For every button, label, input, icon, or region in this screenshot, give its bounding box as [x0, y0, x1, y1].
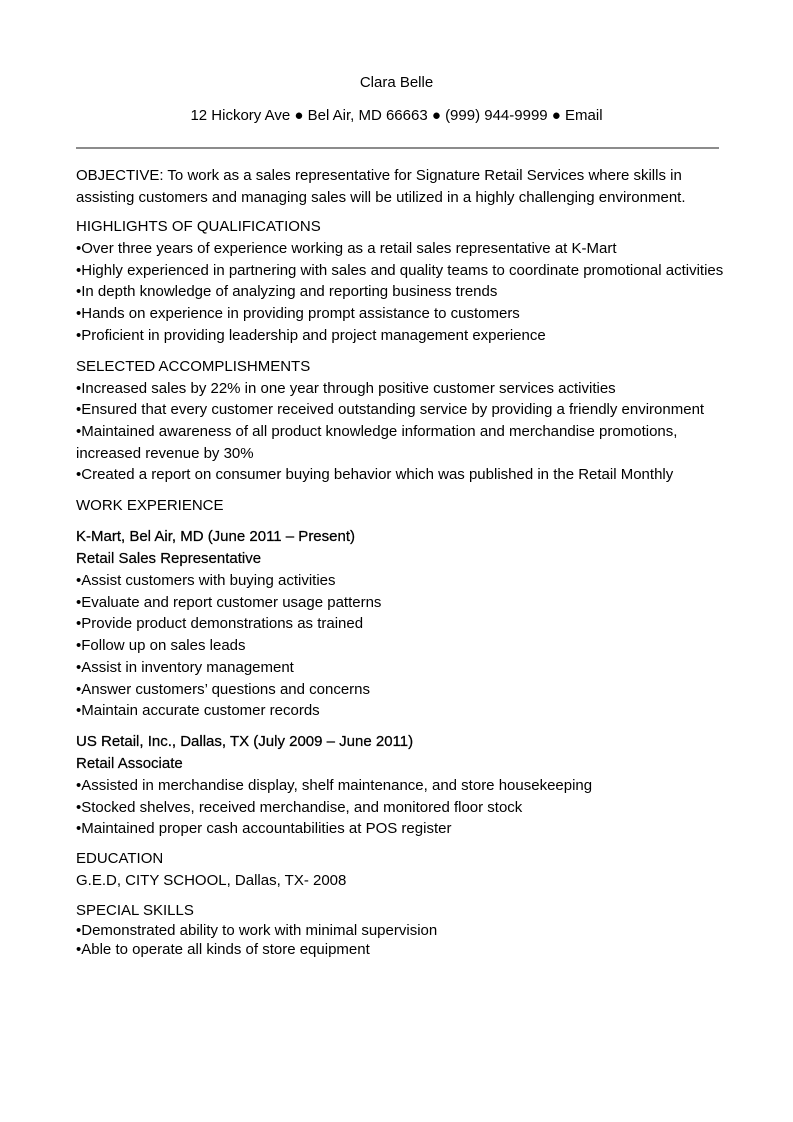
list-item: •Assist customers with buying activities — [76, 572, 336, 590]
job-entry-us-retail — [76, 731, 726, 840]
list-item: •Answer customers’ questions and concerns — [76, 680, 371, 698]
list-item: •Evaluate and report customer usage patterns — [76, 593, 382, 611]
education-entry: G.E.D, CITY SCHOOL, Dallas, TX- 2008 — [76, 872, 347, 890]
list-item: •Assist in inventory management — [76, 658, 294, 676]
job-title: Retail Sales Representative — [76, 550, 262, 568]
header-divider — [76, 147, 719, 149]
skills-heading: SPECIAL SKILLS — [76, 902, 194, 920]
highlights-heading: HIGHLIGHTS OF QUALIFICATIONS — [76, 218, 321, 235]
list-item: •Ensured that every customer received outstanding service by providing a friendly environment — [76, 401, 705, 419]
resume-body — [76, 165, 726, 959]
job-entry-kmart — [76, 526, 726, 722]
list-item: •Able to operate all kinds of store equipment — [76, 940, 370, 958]
list-item: •Demonstrated ability to work with minimal supervision — [76, 922, 438, 940]
list-item: •Maintained awareness of all product knowledge information and merchandise promotions, increased revenue by 30% — [76, 422, 678, 462]
list-item: •Assisted in merchandise display, shelf maintenance, and store housekeeping — [76, 776, 593, 794]
job-duties-list — [76, 775, 726, 840]
list-item: •Highly experienced in partnering with sales and quality teams to coordinate promotional activities — [76, 261, 724, 279]
job-title: Retail Associate — [76, 754, 183, 772]
objective-label: OBJECTIVE: — [76, 167, 164, 184]
job-duties-list — [76, 570, 726, 722]
accomplishments-section — [76, 356, 726, 487]
candidate-name: Clara Belle — [359, 74, 434, 91]
education-heading: EDUCATION — [76, 850, 164, 868]
list-item: •Created a report on consumer buying behavior which was published in the Retail Monthly — [76, 466, 674, 484]
list-item: •Maintained proper cash accountabilities at POS register — [76, 820, 452, 838]
list-item: •Stocked shelves, received merchandise, and monitored floor stock — [76, 798, 523, 816]
skills-section — [76, 900, 726, 959]
highlights-section — [76, 216, 726, 347]
objective-text: To work as a sales representative for Signature Retail Services where skills in assisting customers and managing sales will be utilized in a highly challenging environment. — [76, 167, 686, 206]
list-item: •Increased sales by 22% in one year through positive customer services activities — [76, 379, 616, 397]
education-section — [76, 848, 726, 892]
list-item: •In depth knowledge of analyzing and reporting business trends — [76, 283, 498, 301]
job-company: K-Mart, Bel Air, MD (June 2011 – Present) — [76, 528, 356, 546]
highlights-list — [76, 238, 726, 347]
accomplishments-heading: SELECTED ACCOMPLISHMENTS — [76, 357, 311, 375]
job-company: US Retail, Inc., Dallas, TX (July 2009 – June 2011) — [76, 732, 414, 750]
list-item: •Hands on experience in providing prompt assistance to customers — [76, 305, 520, 323]
list-item: •Provide product demonstrations as trained — [76, 615, 364, 633]
accomplishments-list — [76, 378, 726, 487]
objective-section — [76, 165, 726, 209]
experience-heading: WORK EXPERIENCE — [76, 497, 224, 515]
list-item: •Proficient in providing leadership and project management experience — [76, 326, 546, 344]
list-item: •Maintain accurate customer records — [76, 702, 320, 720]
list-item: •Over three years of experience working as a retail sales representative at K-Mart — [76, 240, 617, 257]
list-item: •Follow up on sales leads — [76, 637, 246, 655]
contact-line: 12 Hickory Ave ● Bel Air, MD 66663 ● (999) 944-9999 ● Email — [190, 107, 603, 124]
skills-list — [76, 922, 726, 959]
experience-section — [76, 495, 726, 840]
